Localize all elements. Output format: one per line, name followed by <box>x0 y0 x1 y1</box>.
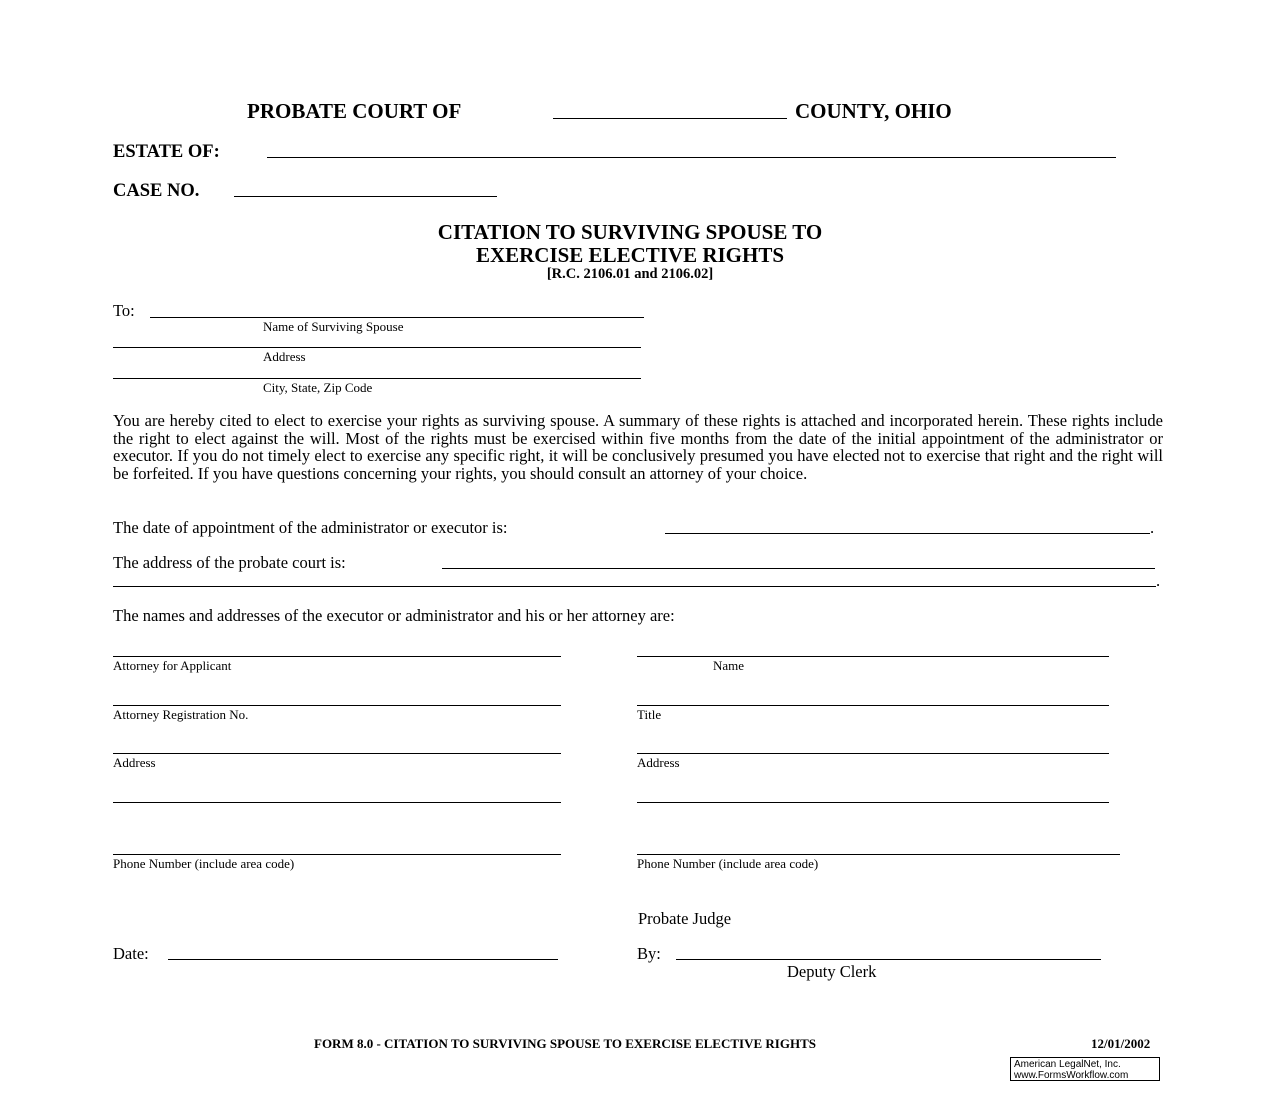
appointment-period: . <box>1150 518 1155 537</box>
county-field[interactable] <box>553 118 787 119</box>
statute-reference: [R.C. 2106.01 and 2106.02] <box>546 266 714 282</box>
executor-title-caption: Title <box>637 707 662 722</box>
by-label: By: <box>637 944 661 963</box>
date-field[interactable] <box>168 959 558 960</box>
attorney-caption: Attorney for Applicant <box>113 658 232 673</box>
executor-address-caption: Address <box>637 755 680 770</box>
title-line-2: EXERCISE ELECTIVE RIGHTS <box>475 243 785 267</box>
appointment-date-field[interactable] <box>665 533 1150 534</box>
executor-phone-caption: Phone Number (include area code) <box>637 856 819 871</box>
to-label: To: <box>113 301 135 320</box>
deputy-clerk-label: Deputy Clerk <box>787 962 877 981</box>
executor-address-field-2[interactable] <box>637 802 1109 803</box>
address-caption: Address <box>263 349 306 364</box>
case-label: CASE NO. <box>113 181 200 201</box>
court-address-period: . <box>1156 571 1161 590</box>
deputy-clerk-signature-field[interactable] <box>676 959 1101 960</box>
court-address-field-2[interactable] <box>113 586 1156 587</box>
names-addresses-label: The names and addresses of the executor or administrator and his or her attorney are: <box>113 606 675 625</box>
name-caption: Name of Surviving Spouse <box>263 319 404 334</box>
form-title-footer: FORM 8.0 - CITATION TO SURVIVING SPOUSE TO EXERCISE ELECTIVE RIGHTS <box>314 1036 816 1051</box>
appointment-date-label: The date of appointment of the administrator or executor is: <box>113 518 508 537</box>
executor-title-field[interactable] <box>637 705 1109 706</box>
attorney-phone-caption: Phone Number (include area code) <box>113 856 295 871</box>
attorney-address-field-2[interactable] <box>113 802 561 803</box>
title-line-1: CITATION TO SURVIVING SPOUSE TO <box>437 220 823 244</box>
estate-field[interactable] <box>267 157 1116 158</box>
attorney-phone-field[interactable] <box>113 854 561 855</box>
estate-label: ESTATE OF: <box>113 142 220 162</box>
attorney-address-field-1[interactable] <box>113 753 561 754</box>
publisher-line-2: www.FormsWorkflow.com <box>1014 1070 1129 1081</box>
court-address-field-1[interactable] <box>442 568 1155 569</box>
court-suffix: COUNTY, OHIO <box>795 99 952 123</box>
executor-name-field[interactable] <box>637 656 1109 657</box>
spouse-city-field[interactable] <box>113 378 641 379</box>
case-number-field[interactable] <box>234 196 497 197</box>
executor-address-field-1[interactable] <box>637 753 1109 754</box>
spouse-name-field[interactable] <box>150 317 644 318</box>
publisher-line-1: American LegalNet, Inc. <box>1014 1059 1121 1070</box>
city-caption: City, State, Zip Code <box>263 380 373 395</box>
court-prefix: PROBATE COURT OF <box>247 99 462 123</box>
probate-judge-label: Probate Judge <box>638 909 732 928</box>
registration-caption: Attorney Registration No. <box>113 707 249 722</box>
form-date-footer: 12/01/2002 <box>1091 1036 1151 1051</box>
spouse-address-field[interactable] <box>113 347 641 348</box>
registration-field[interactable] <box>113 705 561 706</box>
attorney-address-caption: Address <box>113 755 156 770</box>
citation-paragraph: You are hereby cited to elect to exercise your rights as surviving spouse. A summary of these rights is attached and incorporated herein. These rights include the right to elect against the will. Most of the rights must be exercised within five months from the date of the initial appointment of the administrator or executor. If you do not timely elect to exercise any specific right, it will be conclusively presumed you have elected not to exercise that right and the right will be forfeited. If you have questions concerning your rights, you should consult an attorney of your choice. <box>113 411 1163 483</box>
publisher-box <box>1010 1057 1160 1081</box>
date-label: Date: <box>113 944 149 963</box>
court-address-label: The address of the probate court is: <box>113 553 346 572</box>
executor-name-caption: Name <box>713 658 745 673</box>
executor-phone-field[interactable] <box>637 854 1120 855</box>
attorney-field[interactable] <box>113 656 561 657</box>
